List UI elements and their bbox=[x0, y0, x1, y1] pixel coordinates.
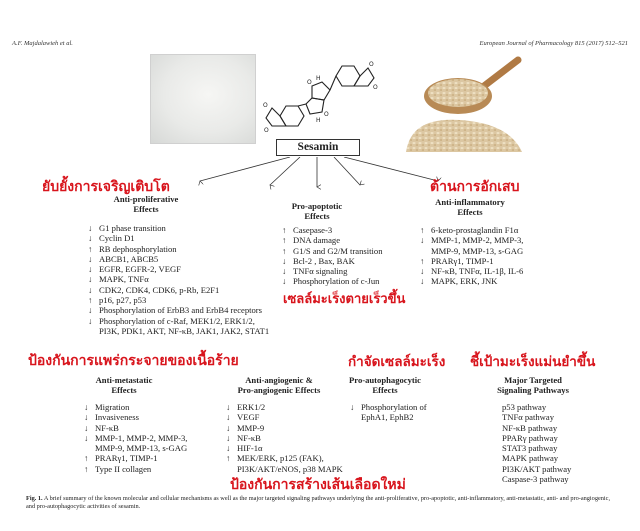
list-item-text: Phosphorylation of ErbB3 and ErbB4 receptors bbox=[99, 305, 263, 316]
list-item-text: MMP-1, MMP-2, MMP-3, bbox=[95, 432, 188, 443]
down-arrow-icon: ↓ bbox=[420, 266, 425, 277]
down-arrow-icon: ↓ bbox=[88, 223, 93, 233]
list-item-text: PI3K, PDK1, AKT, NF-κB, JAK1, JAK2, STAT1 bbox=[99, 325, 270, 336]
list-item-text: Caspase-3 pathway bbox=[502, 474, 569, 485]
list-item bbox=[84, 453, 187, 463]
list-item bbox=[88, 254, 269, 264]
list-item bbox=[420, 276, 523, 286]
list-item bbox=[502, 474, 571, 484]
header-authors: A.F. Majdalawieh et al. bbox=[12, 40, 73, 47]
list-item-text: MMP-9 bbox=[237, 422, 265, 433]
up-arrow-icon: ↑ bbox=[88, 295, 93, 306]
down-arrow-icon: ↓ bbox=[88, 264, 93, 275]
list-item-text: G1/S and G2/M transition bbox=[293, 245, 383, 256]
title-proautophagocytic: Pro-autophagocytic Effects bbox=[349, 375, 421, 395]
down-arrow-icon: ↓ bbox=[226, 443, 231, 454]
list-proapoptotic bbox=[282, 225, 383, 287]
list-item bbox=[88, 326, 269, 336]
annotation-apoptosis: เซลล์มะเร็งตายเร็วขึ้น bbox=[283, 292, 406, 307]
title-antiproliferative: Anti-proliferative Effects bbox=[113, 194, 179, 214]
list-item-text: PI3K/AKT pathway bbox=[502, 463, 572, 474]
up-arrow-icon: ↑ bbox=[226, 453, 231, 464]
list-item bbox=[350, 412, 427, 422]
list-item-text: NF-κB bbox=[95, 422, 119, 433]
list-item-text: p16, p27, p53 bbox=[99, 295, 147, 306]
list-item bbox=[88, 223, 269, 233]
list-item bbox=[282, 246, 383, 256]
list-item bbox=[420, 246, 523, 256]
list-antiinflammatory bbox=[420, 225, 523, 287]
down-arrow-icon: ↓ bbox=[88, 274, 93, 285]
sesamin-structure bbox=[260, 58, 380, 136]
up-arrow-icon: ↑ bbox=[84, 453, 89, 464]
list-item bbox=[84, 402, 187, 412]
annotation-antiproliferative: ยับยั้งการเจริญเติบโต bbox=[42, 179, 170, 195]
list-item bbox=[226, 423, 343, 433]
down-arrow-icon: ↓ bbox=[88, 284, 93, 295]
list-item bbox=[84, 423, 187, 433]
header-journal: European Journal of Pharmacology 815 (2017) 512–521 bbox=[479, 40, 628, 47]
list-item-text: MAPK, TNFα bbox=[99, 274, 149, 285]
list-item bbox=[502, 423, 571, 433]
down-arrow-icon: ↓ bbox=[226, 422, 231, 433]
list-item-text: EphA1, EphB2 bbox=[361, 412, 414, 423]
down-arrow-icon: ↓ bbox=[282, 276, 287, 287]
list-item bbox=[350, 402, 427, 412]
title-antimetastatic: Anti-metastatic Effects bbox=[95, 375, 153, 395]
list-item-text: NF-κB, TNFα, IL-1β, IL-6 bbox=[431, 266, 524, 277]
caption-text: A brief summary of the known molecular and cellular mechanisms as well as the major targeted signaling pathways underlying the anti-proliferative, pro-apoptotic, anti-inflammatory, anti-metastatic, anti- and pro-angiogenic, and pro-autophagocytic activities of sesamin. bbox=[26, 495, 611, 510]
list-item-text: TNFα signaling bbox=[293, 266, 348, 277]
annotation-pathways: ชี้เป้ามะเร็งแม่นยำขึ้น bbox=[470, 354, 596, 370]
list-item-text: Migration bbox=[95, 402, 130, 412]
list-item-text: Phosphorylation of c-Raf, MEK1/2, ERK1/2, bbox=[99, 315, 255, 326]
list-item-text: Type II collagen bbox=[95, 463, 152, 474]
svg-text:O: O bbox=[324, 111, 329, 118]
list-item-text: TNFα pathway bbox=[502, 412, 554, 423]
list-item bbox=[420, 235, 523, 245]
list-item-text: HIF-1α bbox=[237, 443, 263, 454]
annotation-autophagy: กำจัดเซลล์มะเร็ง bbox=[348, 354, 446, 370]
down-arrow-icon: ↓ bbox=[350, 402, 355, 412]
list-item bbox=[282, 235, 383, 245]
list-item-text: Cyclin D1 bbox=[99, 233, 135, 244]
list-item bbox=[84, 464, 187, 474]
list-item bbox=[84, 412, 187, 422]
list-item-text: ERK1/2 bbox=[237, 402, 266, 412]
list-item bbox=[88, 316, 269, 326]
compound-box: Sesamin bbox=[276, 139, 360, 156]
list-item-text: Phosphorylation of bbox=[361, 402, 427, 412]
up-arrow-icon: ↑ bbox=[84, 463, 89, 474]
list-item-text: Invasiveness bbox=[95, 412, 139, 423]
list-item-text: MAPK, ERK, JNK bbox=[431, 276, 498, 287]
down-arrow-icon: ↓ bbox=[88, 233, 93, 244]
list-item-text: MMP-9, MMP-13, s-GAG bbox=[431, 245, 524, 256]
caption-label: Fig. 1. bbox=[26, 495, 43, 502]
down-arrow-icon: ↓ bbox=[84, 402, 89, 412]
list-item bbox=[88, 274, 269, 284]
down-arrow-icon: ↓ bbox=[84, 422, 89, 433]
list-item-text: STAT3 pathway bbox=[502, 443, 558, 454]
list-item bbox=[502, 453, 571, 463]
down-arrow-icon: ↓ bbox=[88, 253, 93, 264]
up-arrow-icon: ↑ bbox=[420, 225, 425, 235]
sesame-seeds-photo bbox=[400, 56, 522, 152]
list-item bbox=[282, 256, 383, 266]
title-pathways: Major Targeted Signaling Pathways bbox=[497, 375, 569, 395]
list-antiangiogenic bbox=[226, 402, 343, 474]
list-item-text: Casepase-3 bbox=[293, 225, 333, 235]
annotation-angiogenic: ป้องกันการสร้างเส้นเลือดใหม่ bbox=[230, 477, 406, 493]
title-antiangiogenic: Anti-angiogenic & Pro-angiogenic Effects bbox=[237, 375, 321, 395]
list-item bbox=[84, 433, 187, 443]
list-item-text: 6-keto-prostaglandin F1α bbox=[431, 225, 519, 235]
list-item-text: Bcl-2 , Bax, BAK bbox=[293, 255, 355, 266]
up-arrow-icon: ↑ bbox=[420, 255, 425, 266]
up-arrow-icon: ↑ bbox=[282, 235, 287, 246]
list-item-text: p53 pathway bbox=[502, 402, 547, 412]
list-item-text: MEK/ERK, p125 (FAK), bbox=[237, 453, 324, 464]
title-proapoptotic: Pro-apoptotic Effects bbox=[291, 201, 343, 221]
list-item bbox=[226, 412, 343, 422]
list-item-text: MMP-1, MMP-2, MMP-3, bbox=[431, 235, 524, 246]
annotation-antiinflammatory: ต้านการอักเสบ bbox=[430, 179, 520, 195]
list-item-text: PRARγ1, TIMP-1 bbox=[95, 453, 158, 464]
svg-text:O: O bbox=[264, 127, 269, 134]
svg-text:O: O bbox=[263, 102, 268, 109]
list-item bbox=[226, 402, 343, 412]
svg-text:O: O bbox=[307, 79, 312, 86]
list-item bbox=[226, 433, 343, 443]
list-item bbox=[502, 443, 571, 453]
list-item-text: CDK2, CDK4, CDK6, p-Rb, E2F1 bbox=[99, 284, 220, 295]
list-item bbox=[88, 264, 269, 274]
list-item bbox=[502, 412, 571, 422]
list-item-text: RB dephosphorylation bbox=[99, 243, 177, 254]
down-arrow-icon: ↓ bbox=[88, 315, 93, 326]
list-item bbox=[88, 305, 269, 315]
down-arrow-icon: ↓ bbox=[84, 412, 89, 423]
list-item bbox=[420, 225, 523, 235]
list-item bbox=[502, 464, 571, 474]
list-item-text: NF-κB bbox=[237, 432, 261, 443]
list-item bbox=[420, 266, 523, 276]
list-item-text: MAPK pathway bbox=[502, 453, 559, 464]
up-arrow-icon: ↑ bbox=[282, 245, 287, 256]
powder-photo bbox=[150, 54, 256, 144]
list-item bbox=[226, 453, 343, 463]
list-item bbox=[502, 433, 571, 443]
down-arrow-icon: ↓ bbox=[420, 235, 425, 246]
list-item bbox=[282, 276, 383, 286]
down-arrow-icon: ↓ bbox=[420, 276, 425, 287]
list-item bbox=[84, 443, 187, 453]
list-item-text: EGFR, EGFR-2, VEGF bbox=[99, 264, 181, 275]
list-item bbox=[226, 443, 343, 453]
list-item-text: PPARγ pathway bbox=[502, 432, 558, 443]
down-arrow-icon: ↓ bbox=[226, 402, 231, 412]
figure-caption bbox=[26, 495, 616, 511]
list-item bbox=[88, 244, 269, 254]
list-item-text: PRARγ1, TIMP-1 bbox=[431, 255, 494, 266]
list-item bbox=[282, 225, 383, 235]
list-proautophagocytic bbox=[350, 402, 427, 423]
list-item-text: MMP-9, MMP-13, s-GAG bbox=[95, 443, 188, 454]
list-item-text: Phosphorylation of c-Jun bbox=[293, 276, 380, 287]
list-item bbox=[420, 256, 523, 266]
list-item bbox=[282, 266, 383, 276]
svg-text:O: O bbox=[369, 61, 374, 68]
effect-arrows bbox=[180, 157, 460, 191]
list-antiproliferative bbox=[88, 223, 269, 336]
down-arrow-icon: ↓ bbox=[282, 266, 287, 277]
up-arrow-icon: ↑ bbox=[282, 225, 287, 235]
svg-text:O: O bbox=[373, 84, 378, 91]
list-item bbox=[502, 402, 571, 412]
down-arrow-icon: ↓ bbox=[226, 432, 231, 443]
down-arrow-icon: ↓ bbox=[282, 255, 287, 266]
list-item bbox=[88, 233, 269, 243]
list-item bbox=[226, 464, 343, 474]
up-arrow-icon: ↑ bbox=[88, 243, 93, 254]
list-pathways bbox=[502, 402, 571, 484]
svg-text:H: H bbox=[316, 117, 321, 124]
down-arrow-icon: ↓ bbox=[226, 412, 231, 423]
list-item bbox=[88, 285, 269, 295]
list-item bbox=[88, 295, 269, 305]
list-item-text: NF-κB pathway bbox=[502, 422, 558, 433]
down-arrow-icon: ↓ bbox=[88, 305, 93, 316]
list-item-text: VEGF bbox=[237, 412, 260, 423]
list-item-text: G1 phase transition bbox=[99, 223, 166, 233]
title-antiinflammatory: Anti-inflammatory Effects bbox=[435, 197, 505, 217]
list-item-text: PI3K/AKT/eNOS, p38 MAPK bbox=[237, 463, 343, 474]
annotation-antimetastatic: ป้องกันการแพร่กระจายของเนื้อร้าย bbox=[28, 353, 239, 369]
list-item-text: ABCB1, ABCB5 bbox=[99, 253, 159, 264]
list-antimetastatic bbox=[84, 402, 187, 474]
svg-text:H: H bbox=[316, 75, 321, 82]
list-item-text: DNA damage bbox=[293, 235, 341, 246]
down-arrow-icon: ↓ bbox=[84, 432, 89, 443]
